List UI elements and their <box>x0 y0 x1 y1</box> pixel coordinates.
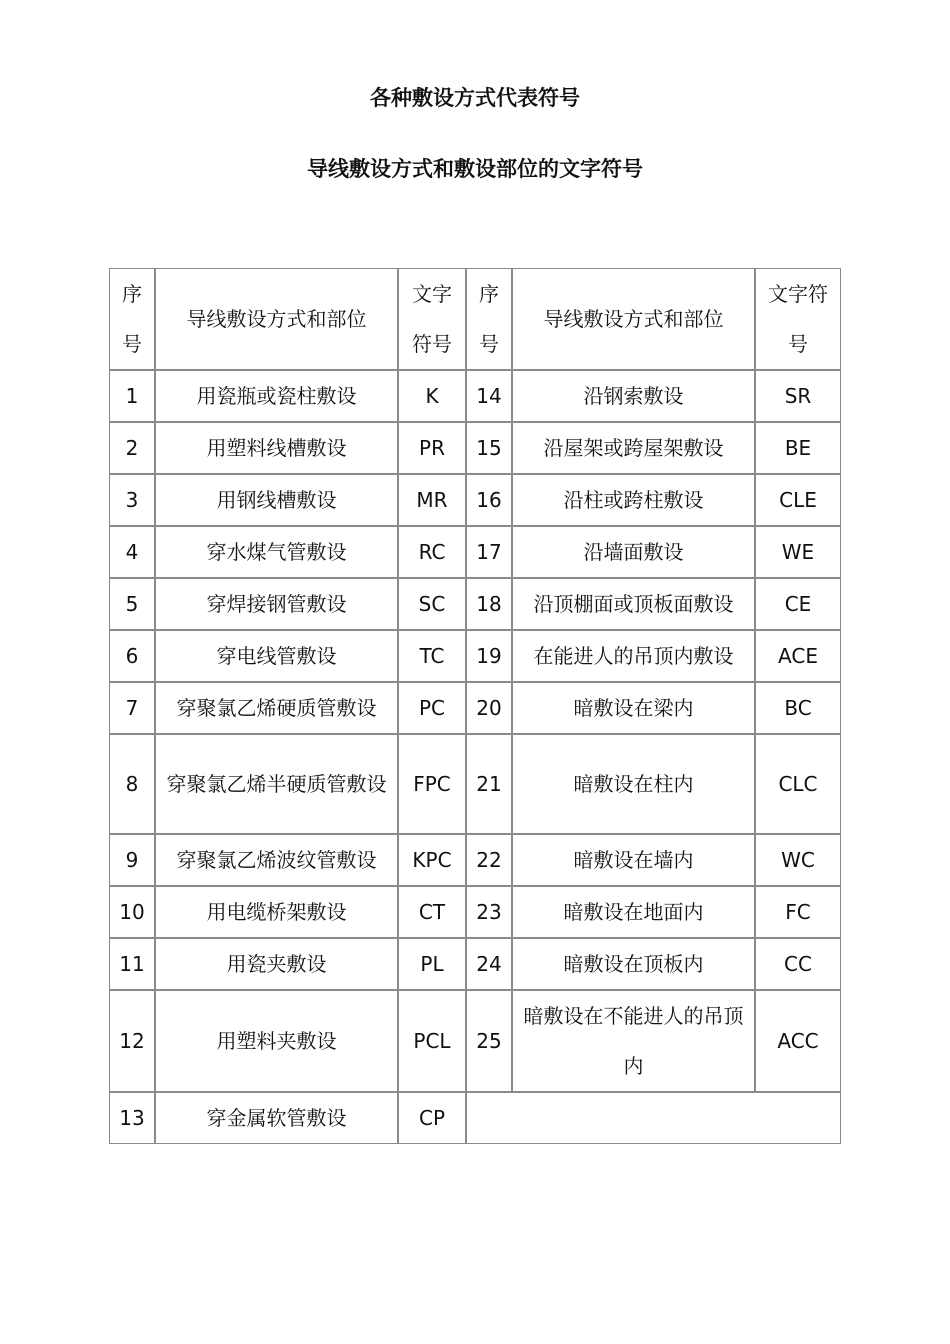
method-cell: 暗敷设在地面内 <box>512 886 755 938</box>
code-cell: CLC <box>755 734 841 834</box>
seq-cell: 1 <box>109 370 155 422</box>
method-cell: 暗敷设在墙内 <box>512 834 755 886</box>
table-row <box>109 990 841 1092</box>
method-cell: 用塑料线槽敷设 <box>155 422 398 474</box>
seq-cell: 5 <box>109 578 155 630</box>
code-cell: PR <box>398 422 466 474</box>
code-cell: ACE <box>755 630 841 682</box>
code-cell: FPC <box>398 734 466 834</box>
seq-cell: 25 <box>466 990 512 1092</box>
code-cell: K <box>398 370 466 422</box>
header-code-left: 文字符号 <box>398 268 466 370</box>
method-cell: 穿水煤气管敷设 <box>155 526 398 578</box>
seq-cell: 21 <box>466 734 512 834</box>
table-row <box>109 682 841 734</box>
seq-cell: 24 <box>466 938 512 990</box>
code-cell: MR <box>398 474 466 526</box>
header-seq-right: 序号 <box>466 268 512 370</box>
seq-cell: 14 <box>466 370 512 422</box>
seq-cell: 4 <box>109 526 155 578</box>
method-cell: 穿聚氯乙烯波纹管敷设 <box>155 834 398 886</box>
method-cell: 沿墙面敷设 <box>512 526 755 578</box>
code-cell: FC <box>755 886 841 938</box>
table-row <box>109 474 841 526</box>
table-row <box>109 630 841 682</box>
method-cell: 沿顶棚面或顶板面敷设 <box>512 578 755 630</box>
method-cell: 暗敷设在不能进人的吊顶内 <box>512 990 755 1092</box>
code-cell: CE <box>755 578 841 630</box>
header-seq-left: 序号 <box>109 268 155 370</box>
method-cell: 沿钢索敷设 <box>512 370 755 422</box>
code-cell: SC <box>398 578 466 630</box>
method-cell: 穿金属软管敷设 <box>155 1092 398 1144</box>
code-cell: PC <box>398 682 466 734</box>
method-cell: 用电缆桥架敷设 <box>155 886 398 938</box>
method-cell: 穿聚氯乙烯半硬质管敷设 <box>155 734 398 834</box>
table-row <box>109 834 841 886</box>
seq-cell: 19 <box>466 630 512 682</box>
method-cell: 用塑料夹敷设 <box>155 990 398 1092</box>
seq-cell: 13 <box>109 1092 155 1144</box>
code-cell: CT <box>398 886 466 938</box>
table-row <box>109 1092 841 1144</box>
method-cell: 暗敷设在顶板内 <box>512 938 755 990</box>
seq-cell: 7 <box>109 682 155 734</box>
method-cell: 用瓷夹敷设 <box>155 938 398 990</box>
seq-cell: 9 <box>109 834 155 886</box>
method-cell: 穿电线管敷设 <box>155 630 398 682</box>
code-cell: CLE <box>755 474 841 526</box>
code-cell: TC <box>398 630 466 682</box>
table-row <box>109 370 841 422</box>
document-title: 各种敷设方式代表符号 <box>370 86 580 110</box>
seq-cell: 20 <box>466 682 512 734</box>
seq-cell: 22 <box>466 834 512 886</box>
code-cell: PL <box>398 938 466 990</box>
code-cell: KPC <box>398 834 466 886</box>
table-row <box>109 938 841 990</box>
method-cell: 沿屋架或跨屋架敷设 <box>512 422 755 474</box>
table-header-row <box>109 268 841 370</box>
seq-cell: 12 <box>109 990 155 1092</box>
seq-cell: 11 <box>109 938 155 990</box>
code-cell: WC <box>755 834 841 886</box>
header-method-right: 导线敷设方式和部位 <box>512 268 755 370</box>
seq-cell: 8 <box>109 734 155 834</box>
method-cell: 用钢线槽敷设 <box>155 474 398 526</box>
code-cell: RC <box>398 526 466 578</box>
method-cell: 用瓷瓶或瓷柱敷设 <box>155 370 398 422</box>
table-row <box>109 422 841 474</box>
seq-cell: 18 <box>466 578 512 630</box>
table-title: 导线敷设方式和敷设部位的文字符号 <box>307 157 643 181</box>
seq-cell: 2 <box>109 422 155 474</box>
code-cell: WE <box>755 526 841 578</box>
seq-cell: 15 <box>466 422 512 474</box>
code-cell: BE <box>755 422 841 474</box>
code-cell: CP <box>398 1092 466 1144</box>
method-cell: 沿柱或跨柱敷设 <box>512 474 755 526</box>
header-method-left: 导线敷设方式和部位 <box>155 268 398 370</box>
method-cell: 暗敷设在梁内 <box>512 682 755 734</box>
code-cell: CC <box>755 938 841 990</box>
code-cell: SR <box>755 370 841 422</box>
empty-cell <box>466 1092 841 1144</box>
method-cell: 在能进人的吊顶内敷设 <box>512 630 755 682</box>
table-row <box>109 886 841 938</box>
table-row <box>109 578 841 630</box>
table-row <box>109 526 841 578</box>
seq-cell: 23 <box>466 886 512 938</box>
method-cell: 穿聚氯乙烯硬质管敷设 <box>155 682 398 734</box>
seq-cell: 3 <box>109 474 155 526</box>
method-cell: 暗敷设在柱内 <box>512 734 755 834</box>
method-cell: 穿焊接钢管敷设 <box>155 578 398 630</box>
symbol-table <box>109 268 841 1144</box>
header-code-right: 文字符号 <box>755 268 841 370</box>
seq-cell: 6 <box>109 630 155 682</box>
seq-cell: 10 <box>109 886 155 938</box>
table-row <box>109 734 841 834</box>
seq-cell: 16 <box>466 474 512 526</box>
code-cell: BC <box>755 682 841 734</box>
code-cell: PCL <box>398 990 466 1092</box>
seq-cell: 17 <box>466 526 512 578</box>
code-cell: ACC <box>755 990 841 1092</box>
